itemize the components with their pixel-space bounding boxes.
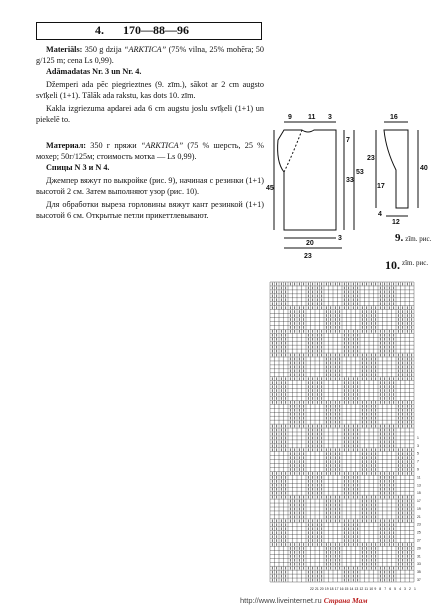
dim-sleeve-bottom: 12 [392, 219, 400, 226]
dim-body-bottom-inner: 20 [306, 240, 314, 247]
chart-row-number: 31 [417, 554, 421, 559]
chart-row-number: 25 [417, 530, 421, 535]
dim-body-top-1: 9 [288, 114, 292, 121]
chart-row-number: 17 [417, 499, 421, 504]
dim-body-right-3: 53 [356, 169, 364, 176]
dim-body-right-2: 33 [346, 177, 354, 184]
body-piece-outline [278, 130, 336, 230]
chart-row-number: 9 [417, 467, 419, 472]
chart-row-number: 13 [417, 483, 421, 488]
chart-row-number: 19 [417, 506, 421, 511]
chart-row-number: 15 [417, 491, 421, 496]
knitting-chart-grid [268, 280, 428, 596]
ru-needles: Спицы N 3 и N 4. [46, 163, 110, 172]
lv-paragraph-1: Džemperi ada pēc piegrieztnes (9. zīm.), sākot ar 2 cm augsto svīķeli (1+1). Tālāk ada rakstu, kas dots 10. zīm. [36, 80, 264, 100]
chart-col-number: 6 [389, 587, 392, 591]
chart-col-number: 4 [399, 587, 401, 591]
chart-col-number: 3 [404, 587, 406, 591]
dim-body-bottom-outer: 23 [304, 253, 312, 260]
chart-col-number: 12 [359, 587, 364, 591]
dim-sleeve-small: 4 [378, 211, 382, 218]
chart-row-number: 23 [417, 522, 421, 527]
chart-row-number: 11 [417, 475, 421, 480]
lv-needles: Adāmadatas Nr. 3 un Nr. 4. [46, 67, 142, 76]
chart-row-number: 1 [417, 435, 419, 440]
watermark: Страна Мам [323, 596, 368, 605]
pattern-number: 4. [95, 23, 104, 37]
chart-col-number: 19 [324, 587, 329, 591]
figure-10-caption: 10. $^{zīm. рис.}$ [385, 258, 429, 272]
chart-col-number: 20 [319, 587, 324, 591]
ru-paragraph-1: Джемпер вяжут по выкройке (рис. 9), начиная с резинки (1+1) высотой 2 см. Затем выполняют узор (рис. 10). [36, 176, 264, 196]
latvian-instructions [36, 44, 264, 125]
chart-col-number: 11 [364, 587, 368, 591]
chart-col-number: 5 [394, 587, 397, 591]
dim-sleeve-top: 16 [390, 114, 398, 121]
chart-row-number: 7 [417, 459, 419, 464]
chart-col-number: 22 [310, 587, 314, 591]
chart-col-number: 15 [344, 587, 349, 591]
dim-body-right-1: 7 [346, 137, 350, 144]
dim-body-top-2: 11 [308, 114, 316, 121]
dim-sleeve-right: 40 [420, 165, 428, 172]
chart-row-number: 37 [417, 578, 421, 582]
chart-col-number: 9 [374, 587, 377, 591]
chart-row-number: 27 [417, 538, 421, 543]
chart-row-number: 33 [417, 562, 421, 567]
sleeve-piece-outline [384, 130, 408, 208]
lv-materials: Materiāls: 350 g dzija “ARKTICA” (75% vilna, 25% mohēra; 50 g/125 m; cena Ls 0,99). [36, 45, 264, 65]
chart-col-number: 16 [339, 587, 344, 591]
chart-grid-lines [270, 282, 414, 582]
chart-col-number: 10 [369, 587, 374, 591]
dim-sleeve-left-b: 17 [377, 183, 385, 190]
chart-col-number: 21 [314, 587, 319, 591]
lv-paragraph-2: Kakla izgriezuma apdarei ada 6 cm augstu joslu svīķeli (1+1) un piekelē to. [36, 104, 264, 124]
footer-url: http://www.liveinternet.ru [240, 596, 322, 605]
chart-col-number: 2 [409, 587, 411, 591]
chart-col-number: 14 [349, 587, 354, 591]
chart-row-number: 5 [417, 451, 419, 456]
chart-row-number: 21 [417, 514, 421, 519]
dim-body-top-3: 3 [328, 114, 332, 121]
dim-body-left: 45 [266, 185, 274, 192]
pattern-sizes: 170—88—96 [123, 23, 189, 37]
chart-col-number: 17 [334, 587, 339, 591]
ru-paragraph-2: Для обработки выреза горловины вяжут кант резинкой (1+1) высотой 6 см. Открытые петли прикеттлевывают. [36, 200, 264, 220]
garment-schematic [262, 100, 436, 280]
ru-materials: Материал: 350 г пряжи “ARKTICA” (75 % шерсть, 25 % мохер; 50г/125м; стоимость мотка — Ls 0,99). [36, 141, 265, 161]
dim-sleeve-left-a: 23 [367, 155, 375, 162]
figure-9-caption: 9. zīm. рис. [395, 232, 432, 244]
chart-col-number: 13 [354, 587, 359, 591]
chart-col-number: 7 [384, 587, 387, 591]
chart-row-number: 3 [417, 443, 419, 448]
dim-body-small: 3 [338, 235, 342, 242]
footer [240, 596, 367, 605]
chart-col-number: 18 [329, 587, 334, 591]
chart-row-number: 29 [417, 546, 421, 551]
chart-col-number: 8 [379, 587, 382, 591]
knitting-chart [268, 280, 428, 596]
pattern-title [95, 22, 189, 38]
chart-col-number: 1 [413, 587, 416, 591]
russian-instructions [36, 140, 264, 221]
chart-row-number: 35 [417, 570, 421, 575]
